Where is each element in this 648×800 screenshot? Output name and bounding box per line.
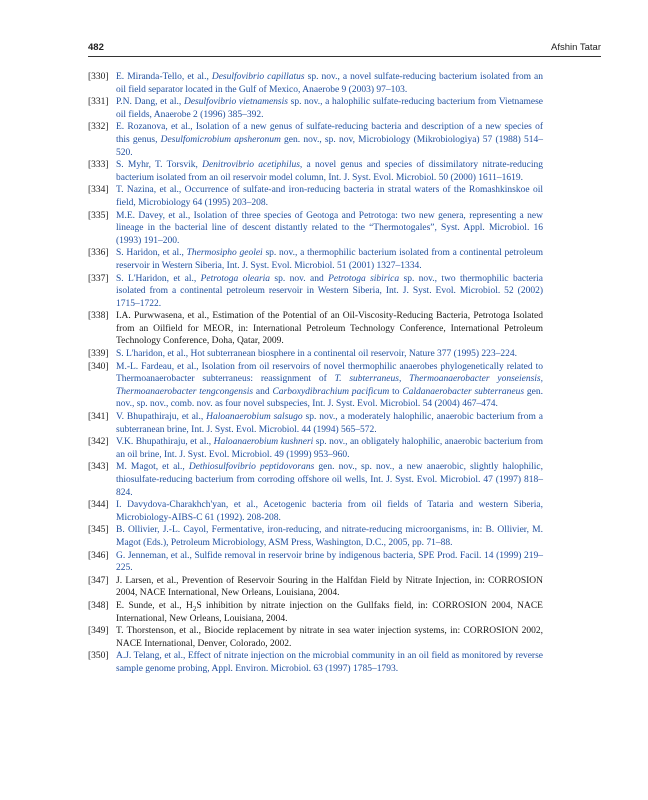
reference-link[interactable] [116, 97, 543, 120]
reference-text-part: sp. nov., a thermophilic bacterium isolated from a continental petroleum reservoir in Western Siberia, Int. J. Syst. Evol. Microbiol. 51 (2001) 1327–1334. [116, 248, 543, 271]
reference-link[interactable] [116, 362, 543, 410]
reference-number: [332] [88, 122, 109, 133]
reference-text-part: P.N. Dang, et al., [116, 97, 184, 108]
species-name: Petrotoga olearia [200, 273, 271, 284]
reference-number: [334] [88, 185, 109, 196]
reference-text-part: sp. nov., a halophilic sulfate-reducing bacterium from Vietnamese oil fields, Anaerobe 2 (1996) 385–392. [116, 97, 544, 120]
reference-entry[interactable] [88, 411, 543, 436]
reference-entry [88, 575, 543, 600]
reference-entry[interactable] [88, 361, 543, 411]
reference-text-part: G. Jenneman, et al., Sulfide removal in reservoir brine by indigenous bacteria, SPE Prod. Facil. 14 (1999) 219–225. [116, 550, 543, 574]
reference-entry [88, 310, 543, 348]
species-name: Desulfovibrio capillatus [211, 72, 305, 82]
reference-entry[interactable] [88, 461, 543, 499]
reference-text-part: S. L'Haridon, et al., [116, 273, 201, 284]
reference-entry[interactable] [88, 436, 543, 461]
page-header [88, 42, 601, 56]
reference-number: [347] [88, 575, 109, 586]
reference-link[interactable] [116, 412, 543, 435]
reference-number: [343] [88, 462, 109, 473]
reference-number: [349] [88, 626, 109, 637]
reference-entry[interactable] [88, 499, 543, 524]
reference-text-part: sp. nov. and [270, 273, 329, 284]
reference-text [116, 576, 543, 599]
reference-text-part: , a novel genus and species of dissimilatory nitrate-reducing bacterium isolated from an oil reservoir model column, Int. J. Syst. Evol. Microbiol. 50 (2000) 1611–1619. [116, 160, 543, 183]
reference-link[interactable] [116, 349, 517, 359]
species-name: Haloanaerobium kushneri [213, 437, 314, 448]
reference-text-part: gen. nov., sp. nov., comb. nov. as four novel subspecies, Int. J. Syst. Evol. Microbiol. 54 (2004) 467–474. [116, 386, 544, 410]
reference-entry[interactable] [88, 650, 543, 675]
reference-link[interactable] [116, 462, 543, 497]
reference-number: [341] [88, 412, 109, 423]
reference-text-part: T. Thorstenson, et al., Biocide replacement by nitrate in sea water injection systems, in: CORROSION 2002, NACE International, Denver, Colorado, 2002. [116, 626, 543, 649]
reference-link[interactable] [116, 437, 543, 460]
reference-number: [339] [88, 349, 109, 360]
species-name: Denitrovibrio acetiphilus [202, 160, 300, 171]
reference-entry[interactable] [88, 121, 543, 159]
reference-link[interactable] [116, 551, 543, 574]
reference-entry[interactable] [88, 273, 543, 311]
reference-entry[interactable] [88, 71, 543, 96]
reference-text-part: A.J. Telang, et al., Effect of nitrate injection on the microbial community in an oil field as monitored by reverse sample genome probing, Appl. Environ. Microbiol. 63 (1997) 1785–1793. [116, 651, 543, 674]
reference-entry[interactable] [88, 348, 543, 361]
reference-link[interactable] [116, 248, 543, 271]
reference-text-part: B. Ollivier, J.-L. Cayol, Fermentative, iron-reducing, and nitrate-reducing microorganisms, in: B. Ollivier, M. Magot (Eds.), Petroleum Microbiology, ASM Press, Washington, D.C., 2005, pp. 71–88. [116, 525, 543, 548]
reference-text-part: V.K. Bhupathiraju, et al., [116, 437, 214, 448]
species-name: Haloanaerobium salsugo [206, 412, 303, 423]
reference-text-part: sp. nov., a novel sulfate-reducing bacterium isolated from an oil field separator located in the Gulf of Mexico, Anaerobe 9 (2003) 97–103. [116, 72, 544, 95]
species-name: Dethiosulfovibrio peptidovorans [188, 462, 315, 473]
reference-number: [342] [88, 437, 109, 448]
reference-entry[interactable] [88, 96, 543, 121]
reference-text-part: gen. nov., sp. nov, Microbiology (Mikrobiologiya) 57 (1988) 514–520. [116, 134, 544, 158]
reference-entry [88, 600, 543, 625]
reference-number: [340] [88, 361, 109, 372]
reference-text-part: M.E. Davey, et al., Isolation of three species of Geotoga and Petrotoga: two new genera, representing a new lineage in the bacterial line of descent distantly related to the “Thermotogales”, Syst. Appl. Microbiol. 16 (1993) 191–200. [116, 210, 543, 246]
species-name: Desulfovibrio vietnamensis [183, 97, 288, 108]
reference-text-part: V. Bhupathiraju, et al., [116, 412, 207, 423]
reference-text-part: M. Magot, et al., [116, 462, 189, 473]
reference-text-part: I.A. Purwwasena, et al., Estimation of the Potential of an Oil-Viscosity-Reducing Bacteria, Petrotoga Isolated from an Oilfield for MEOR, in: International Petroleum Technology Conference, International Petroleum Technology Conference, Doha, Qatar, 2009. [116, 311, 543, 347]
reference-link[interactable] [116, 185, 543, 208]
reference-link[interactable] [116, 500, 543, 523]
reference-entry[interactable] [88, 159, 543, 184]
reference-text-part: S. Haridon, et al., [116, 248, 187, 259]
reference-number: [336] [88, 248, 109, 259]
reference-text-part: sp. nov., a moderately halophilic, anaerobic bacterium from a subterranean brine, Int. J. Syst. Evol. Microbiol. 44 (1994) 565–572. [116, 412, 543, 435]
reference-entry[interactable] [88, 550, 543, 575]
reference-entry [88, 625, 543, 650]
reference-list [88, 71, 543, 676]
species-name: Caldanaerobacter subterraneus [402, 386, 525, 397]
reference-link[interactable] [116, 525, 543, 548]
reference-entry[interactable] [88, 247, 543, 272]
reference-entry[interactable] [88, 184, 543, 209]
species-name: T. subterraneus, Thermoanaerobacter yonseiensis, Thermoanaerobacter tengcongensis [116, 374, 543, 397]
reference-text-part: S. L'haridon, et al., Hot subterranean biosphere in a continental oil reservoir, Nature 377 (1995) 223–224. [116, 349, 518, 360]
page-number: 482 [88, 42, 104, 53]
reference-link[interactable] [116, 72, 543, 95]
reference-text-part: I. Davydova-Charakhch'yan, et al., Acetogenic bacteria from oil fields of Tataria and western Siberia, Microbiology-AIBS-C 61 (1992). 208-208. [116, 500, 543, 523]
subscript: 2 [192, 604, 197, 613]
reference-text-part: E. Miranda-Tello, et al., [116, 72, 212, 82]
species-name: Petrotoga sibirica [328, 273, 400, 284]
species-name: Thermosipho geolei [186, 248, 263, 259]
reference-number: [348] [88, 600, 109, 611]
reference-text-part: S inhibition by nitrate injection on the Gullfaks field, in: CORROSION 2004, NACE International, New Orleans, Louisiana, 2004. [116, 600, 543, 624]
reference-text-part: sp. nov., an obligately halophilic, anaerobic bacterium from an oil brine, Int. J. Syst. Evol. Microbiol. 49 (1999) 953–960. [116, 437, 543, 460]
reference-link[interactable] [116, 274, 543, 309]
reference-link[interactable] [116, 160, 543, 183]
running-head: Afshin Tatar [551, 42, 601, 53]
reference-text-part: S. Myhr, T. Torsvik, [116, 160, 203, 171]
reference-text-part: to [389, 386, 403, 397]
reference-text [116, 311, 543, 346]
reference-number: [333] [88, 160, 109, 171]
reference-number: [338] [88, 311, 109, 322]
header-rule [88, 56, 601, 57]
reference-number: [345] [88, 525, 109, 536]
reference-text [116, 601, 543, 624]
reference-text-part: T. Nazina, et al., Occurrence of sulfate-and iron-reducing bacteria in stratal waters of the Romashkinskoe oil field, Microbiology 64 (1995) 203–208. [116, 185, 543, 208]
reference-text-part: gen. nov., sp. nov., a new anaerobic, slightly halophilic, thiosulfate-reducing bacterium from corroding offshore oil wells, Int. J. Syst. Evol. Microbiol. 47 (1997) 818–824. [116, 462, 544, 498]
reference-text-part: and [253, 386, 273, 397]
reference-text-part: E. Rozanova, et al., Isolation of a new genus of sulfate-reducing bacteria and description of a new species of this genus, [116, 122, 543, 145]
species-name: Desulfomicrobium apsheronum [160, 134, 281, 145]
reference-link[interactable] [116, 122, 543, 157]
reference-number: [335] [88, 210, 109, 221]
reference-number: [330] [88, 72, 109, 82]
reference-number: [344] [88, 500, 109, 511]
reference-number: [337] [88, 273, 109, 284]
species-name: Carboxydibrachium pacificum [272, 386, 390, 397]
reference-number: [331] [88, 97, 109, 108]
reference-number: [350] [88, 651, 109, 662]
reference-text-part: sp. nov., two thermophilic bacteria isolated from a continental petroleum reservoir in Western Siberia, Int. J. Syst. Evol. Microbiol. 52 (2002) 1715–1722. [116, 273, 544, 309]
reference-text [116, 626, 543, 649]
reference-link[interactable] [116, 651, 543, 674]
reference-link[interactable] [116, 211, 543, 246]
reference-number: [346] [88, 550, 109, 561]
reference-text-part: M.-L. Fardeau, et al., Isolation from oil reservoirs of novel thermophilic anaerobes phylogenetically related to Thermoanaerobacter subterraneus: reassignment of [116, 361, 543, 385]
reference-text-part: J. Larsen, et al., Prevention of Reservoir Souring in the Halfdan Field by Nitrate Injection, in: CORROSION 2004, NACE International, New Orleans, Louisiana, 2004. [116, 575, 543, 599]
reference-text-part: E. Sunde, et al., H [116, 600, 193, 611]
reference-entry[interactable] [88, 210, 543, 248]
reference-entry[interactable] [88, 524, 543, 549]
